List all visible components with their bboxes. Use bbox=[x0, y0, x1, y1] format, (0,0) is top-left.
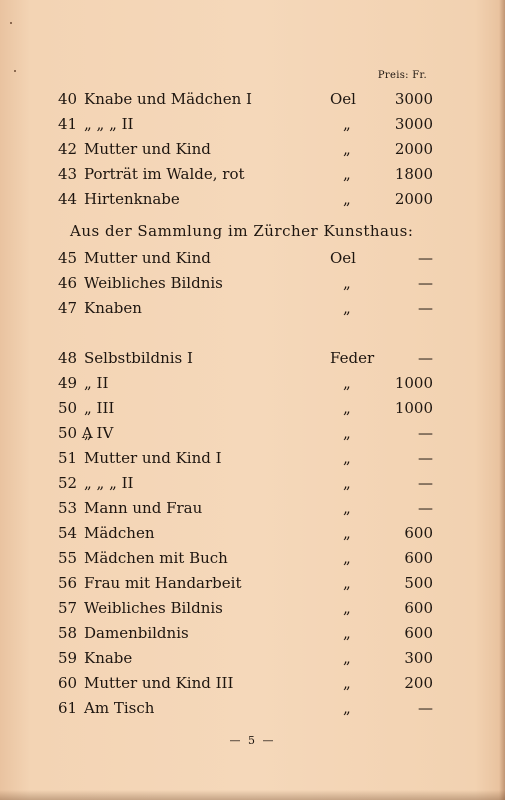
table-row bbox=[0, 296, 505, 320]
table-row bbox=[0, 137, 505, 161]
entry-number: 50 bbox=[58, 399, 78, 417]
entry-price: — bbox=[418, 699, 433, 717]
table-row bbox=[0, 162, 505, 186]
entry-title: Mutter und Kind bbox=[84, 249, 211, 267]
entry-medium: „ bbox=[343, 599, 351, 617]
entry-medium: „ bbox=[343, 699, 351, 717]
table-row bbox=[0, 546, 505, 570]
table-row bbox=[0, 671, 505, 695]
entry-price: 600 bbox=[404, 549, 433, 567]
entry-medium: „ bbox=[343, 449, 351, 467]
entry-title: „ „ „ II bbox=[84, 115, 134, 133]
entry-number: 56 bbox=[58, 574, 78, 592]
entry-title: Mann und Frau bbox=[84, 499, 203, 517]
entry-price: 200 bbox=[404, 674, 433, 692]
table-row bbox=[0, 87, 505, 111]
entry-price: — bbox=[418, 249, 433, 267]
entry-title: Knabe bbox=[84, 649, 133, 667]
entry-medium: „ bbox=[343, 140, 351, 158]
entry-price: 600 bbox=[404, 524, 433, 542]
entry-price: 3000 bbox=[394, 115, 433, 133]
entry-medium: Oel bbox=[330, 249, 356, 267]
entry-price: — bbox=[418, 474, 433, 492]
entry-number: 43 bbox=[58, 165, 78, 183]
entry-number: 49 bbox=[58, 374, 78, 392]
entry-title: Knabe und Mädchen I bbox=[84, 90, 252, 108]
entry-medium: „ bbox=[343, 524, 351, 542]
entry-medium: „ bbox=[343, 399, 351, 417]
entry-number: 44 bbox=[58, 190, 78, 208]
entry-price: — bbox=[418, 274, 433, 292]
table-row bbox=[0, 271, 505, 295]
table-row bbox=[0, 112, 505, 136]
paper-speck bbox=[10, 22, 12, 24]
entry-price: 300 bbox=[404, 649, 433, 667]
table-row bbox=[0, 471, 505, 495]
table-row bbox=[0, 421, 505, 445]
table-row bbox=[0, 696, 505, 720]
entry-number: 61 bbox=[58, 699, 78, 717]
entry-title: Hirtenknabe bbox=[84, 190, 180, 208]
price-column-header: Preis: Fr. bbox=[377, 70, 427, 81]
entry-medium: „ bbox=[343, 499, 351, 517]
entry-price: 1000 bbox=[394, 399, 433, 417]
entry-price: — bbox=[418, 499, 433, 517]
page-number: — 5 — bbox=[229, 734, 276, 747]
entry-title: „ III bbox=[84, 399, 115, 417]
entry-medium: Oel bbox=[330, 90, 356, 108]
entry-price: 600 bbox=[404, 624, 433, 642]
entry-medium: „ bbox=[343, 649, 351, 667]
entry-price: 600 bbox=[404, 599, 433, 617]
page-bottom-edge bbox=[0, 790, 505, 800]
entry-number: 54 bbox=[58, 524, 78, 542]
entry-medium: „ bbox=[343, 190, 351, 208]
entry-price: — bbox=[418, 424, 433, 442]
entry-medium: Feder bbox=[330, 349, 375, 367]
entry-number: 58 bbox=[58, 624, 78, 642]
entry-price: 2000 bbox=[394, 190, 433, 208]
entry-medium: „ bbox=[343, 274, 351, 292]
table-row bbox=[0, 187, 505, 211]
entry-number: 40 bbox=[58, 90, 78, 108]
entry-medium: „ bbox=[343, 474, 351, 492]
entry-title: Mädchen mit Buch bbox=[84, 549, 228, 567]
table-row bbox=[0, 521, 505, 545]
entry-price: 3000 bbox=[394, 90, 433, 108]
table-row bbox=[0, 346, 505, 370]
entry-number: 57 bbox=[58, 599, 78, 617]
entry-number: 59 bbox=[58, 649, 78, 667]
entry-price: 1000 bbox=[394, 374, 433, 392]
entry-title: Mutter und Kind I bbox=[84, 449, 222, 467]
entry-medium: „ bbox=[343, 574, 351, 592]
entry-title: „ IV bbox=[84, 424, 114, 442]
section-heading: Aus der Sammlung im Zürcher Kunsthaus: bbox=[70, 222, 414, 240]
entry-price: 1800 bbox=[394, 165, 433, 183]
entry-number: 46 bbox=[58, 274, 78, 292]
entry-medium: „ bbox=[343, 374, 351, 392]
entry-title: Damenbildnis bbox=[84, 624, 189, 642]
entry-number: 53 bbox=[58, 499, 78, 517]
entry-number: 45 bbox=[58, 249, 78, 267]
entry-medium: „ bbox=[343, 624, 351, 642]
entry-title: Am Tisch bbox=[84, 699, 155, 717]
entry-price: — bbox=[418, 349, 433, 367]
entry-price: — bbox=[418, 299, 433, 317]
table-row bbox=[0, 646, 505, 670]
entry-number: 55 bbox=[58, 549, 78, 567]
entry-number: 42 bbox=[58, 140, 78, 158]
entry-number: 48 bbox=[58, 349, 78, 367]
table-row bbox=[0, 596, 505, 620]
entry-medium: „ bbox=[343, 674, 351, 692]
entry-medium: „ bbox=[343, 549, 351, 567]
entry-number: 50 A bbox=[58, 424, 93, 442]
entry-title: Mädchen bbox=[84, 524, 155, 542]
entry-number: 60 bbox=[58, 674, 78, 692]
entry-medium: „ bbox=[343, 165, 351, 183]
entry-title: Mutter und Kind III bbox=[84, 674, 234, 692]
entry-medium: „ bbox=[343, 115, 351, 133]
table-row bbox=[0, 371, 505, 395]
entry-number: 52 bbox=[58, 474, 78, 492]
table-row bbox=[0, 621, 505, 645]
entry-medium: „ bbox=[343, 299, 351, 317]
entry-title: Weibliches Bildnis bbox=[84, 599, 223, 617]
entry-title: Weibliches Bildnis bbox=[84, 274, 223, 292]
entry-number: 47 bbox=[58, 299, 78, 317]
table-row bbox=[0, 396, 505, 420]
entry-title: „ II bbox=[84, 374, 109, 392]
entry-number: 51 bbox=[58, 449, 78, 467]
entry-price: 500 bbox=[404, 574, 433, 592]
entry-title: Selbstbildnis I bbox=[84, 349, 193, 367]
entry-price: — bbox=[418, 449, 433, 467]
entry-title: Porträt im Walde, rot bbox=[84, 165, 245, 183]
paper-speck bbox=[14, 70, 16, 72]
table-row bbox=[0, 446, 505, 470]
entry-title: Knaben bbox=[84, 299, 142, 317]
table-row bbox=[0, 246, 505, 270]
entry-title: Frau mit Handarbeit bbox=[84, 574, 242, 592]
entry-title: Mutter und Kind bbox=[84, 140, 211, 158]
entry-number: 41 bbox=[58, 115, 78, 133]
table-row bbox=[0, 571, 505, 595]
entry-price: 2000 bbox=[394, 140, 433, 158]
entry-title: „ „ „ II bbox=[84, 474, 134, 492]
table-row bbox=[0, 496, 505, 520]
entry-medium: „ bbox=[343, 424, 351, 442]
